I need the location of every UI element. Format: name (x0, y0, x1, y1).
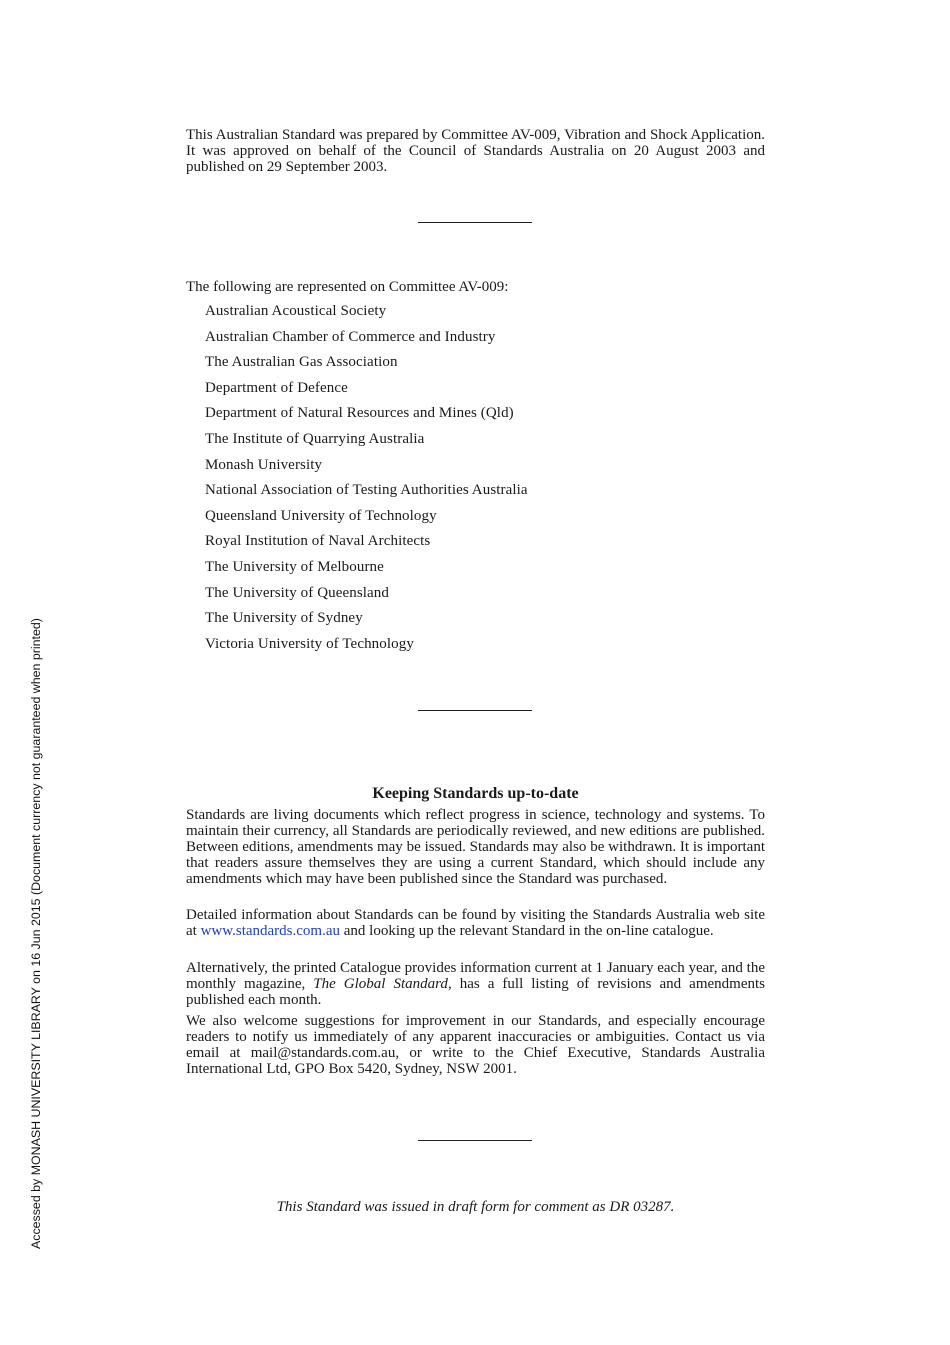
catalogue-paragraph (186, 960, 765, 1008)
standards-website-link[interactable]: www.standards.com.au (200, 923, 340, 939)
committee-member: Victoria University of Technology (205, 635, 414, 652)
committee-member: Royal Institution of Naval Architects (205, 533, 431, 550)
committee-member: The University of Melbourne (205, 558, 384, 575)
committee-member: The University of Sydney (205, 610, 363, 627)
section-divider-2 (418, 710, 532, 711)
catalogue-text: Alternatively, the printed Catalogue provides information current at 1 January each year, and the monthly magazine, (186, 960, 765, 992)
committee-member: The Institute of Quarrying Australia (205, 430, 425, 447)
committee-member: Department of Natural Resources and Mines (Qld) (205, 405, 514, 422)
committee-member: Australian Chamber of Commerce and Industry (205, 328, 496, 345)
committee-member-list (205, 302, 528, 660)
draft-note: This Standard was issued in draft form for comment as DR 03287. (276, 1199, 675, 1215)
committee-member: The Australian Gas Association (205, 354, 398, 371)
committee-member: Monash University (205, 456, 323, 473)
committee-member: Australian Acoustical Society (205, 303, 387, 319)
detailed-information-text-end: and looking up the relevant Standard in the on-line catalogue. (340, 923, 714, 939)
living-documents-paragraph: Standards are living documents which reflect progress in science, technology and systems. To maintain their currency, all Standards are periodically reviewed, and new editions are published. Between editions, amendments may be issued. Standards may also be withdrawn. It is important that readers assure themselves they are using a current Standard, which should include any amendments which may have been published since the Standard was purchased. (186, 807, 765, 887)
section-divider-3 (418, 1140, 532, 1141)
detailed-information-paragraph (186, 907, 765, 939)
access-watermark: Accessed by MONASH UNIVERSITY LIBRARY on 16 Jun 2015 (Document currency not guaranteed when printed) (29, 618, 43, 1249)
suggestions-paragraph: We also welcome suggestions for improvement in our Standards, and especially encourage readers to notify us immediately of any apparent inaccuracies or ambiguities. Contact us via email at mail@standards.com.au, or write to the Chief Executive, Standards Australia International Ltd, GPO Box 5420, Sydney, NSW 2001. (186, 1013, 765, 1077)
committee-member: The University of Queensland (205, 584, 390, 601)
detailed-information-text: Detailed information about Standards can be found by visiting the Standards Australia web site at (186, 907, 765, 939)
committee-member: Queensland University of Technology (205, 507, 437, 524)
catalogue-text-end: , has a full listing of revisions and amendments published each month. (186, 976, 765, 1008)
keeping-standards-heading: Keeping Standards up-to-date (372, 785, 579, 802)
section-divider-1 (418, 222, 532, 223)
magazine-title: The Global Standard (313, 976, 448, 992)
committee-member: National Association of Testing Authorities Australia (205, 482, 528, 499)
committee-intro: The following are represented on Committee AV-009: (186, 279, 509, 295)
approval-statement: This Australian Standard was prepared by Committee AV-009, Vibration and Shock Application. It was approved on behalf of the Council of Standards Australia on 20 August 2003 and published on 29 September 2003. (186, 127, 765, 175)
committee-member: Department of Defence (205, 379, 348, 396)
